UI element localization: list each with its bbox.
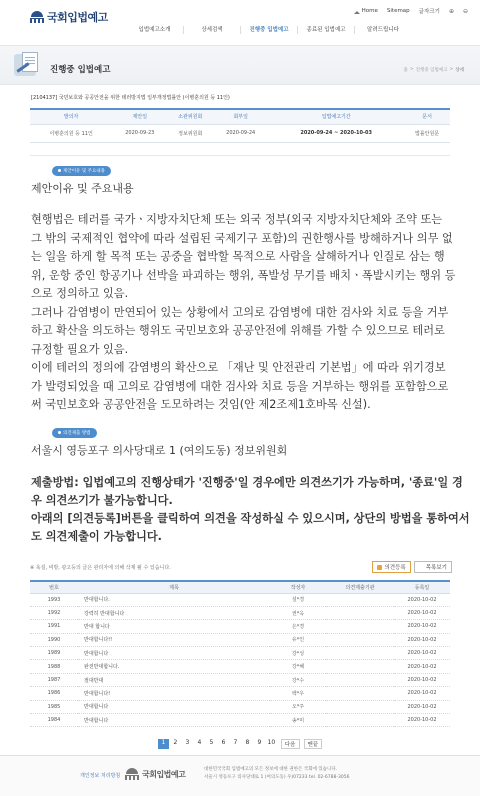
assembly-logo-icon <box>125 768 139 780</box>
opinion-title-link[interactable]: 반대합니다 <box>78 700 270 713</box>
footer-address-line-1: 대한민국국회 입법예고의 모든 정보에 대한 권한은 국회에 있습니다. <box>204 767 338 772</box>
opinion-cell: 2020-10-02 <box>394 647 450 660</box>
opinion-title-link[interactable]: 완전반대합니다. <box>78 660 270 673</box>
home-label: Home <box>361 8 378 14</box>
info-cell: 이병훈의원 등 11인 <box>30 124 112 142</box>
opinion-cell: 2020-10-02 <box>394 687 450 700</box>
page-link[interactable]: 4 <box>197 739 202 746</box>
register-opinion-label: 의견등록 <box>384 565 406 571</box>
nav-item[interactable]: 입법예고소개 <box>138 27 171 33</box>
info-cell: 정보위원회 <box>167 124 213 142</box>
breadcrumb-item[interactable]: 진행중 입법예고 <box>415 68 448 73</box>
page-link[interactable]: 8 <box>245 739 250 746</box>
opinion-cell: 1992 <box>30 606 78 619</box>
nav-item[interactable]: 알려드립니다 <box>354 26 411 34</box>
submit-badge <box>52 428 97 438</box>
home-icon <box>354 9 360 14</box>
opinion-cell: 오*주 <box>270 700 326 713</box>
opinion-cell: 백*우 <box>270 687 326 700</box>
opinion-cell: 2020-10-02 <box>394 620 450 633</box>
submit-notice <box>31 474 471 546</box>
opinion-title-link[interactable]: 반대합니다!! <box>78 633 270 646</box>
opinion-cell <box>326 633 394 646</box>
opinion-cell: 1985 <box>30 700 78 713</box>
opinion-title-link[interactable]: 반대합니다 <box>78 647 270 660</box>
opinion-cell: 1988 <box>30 660 78 673</box>
table-row[interactable] <box>30 606 450 619</box>
page-link[interactable]: 5 <box>209 739 214 746</box>
opinion-cell: 권*옥 <box>270 606 326 619</box>
page-link[interactable]: 10 <box>267 739 276 746</box>
opinion-header-cell: 번호 <box>30 581 78 593</box>
page-link[interactable]: 2 <box>173 739 178 746</box>
font-increase-icon[interactable]: ⊕ <box>448 7 454 15</box>
opinion-cell: 1986 <box>30 687 78 700</box>
submit-notice-paragraph: 제출방법: 입법예고의 진행상태가 '진행중'일 경우에만 의견쓰기가 가능하며, '종료'일 경우 의견쓰기가 불가능합니다. <box>31 476 463 507</box>
opinion-cell: 1990 <box>30 633 78 646</box>
breadcrumb-item: 상세 <box>455 68 464 73</box>
opinion-title-link[interactable]: 강력히 반대합니다 <box>78 606 270 619</box>
info-header-cell: 발의자 <box>30 109 112 124</box>
font-decrease-icon[interactable]: ⊖ <box>462 7 468 15</box>
opinion-title-link[interactable]: 반대 합니다 <box>78 620 270 633</box>
section-divider <box>30 155 450 156</box>
opinion-cell <box>326 647 394 660</box>
page-title: 진행중 입법예고 <box>50 65 111 75</box>
opinion-table <box>30 580 450 727</box>
breadcrumb-separator: > <box>409 67 414 72</box>
reason-body: 현행법은 테러를 국가ㆍ지방자치단체 또는 외국 정부(외국 지방자치단체와 조약 또는 그 밖의 국제적인 협약에 따라 설립된 국제기구 포함)의 권한행사를 방해하거나 의무 없는 일을 하게 할 목적 또는 공중을 협박할 목적으로 사람을 살해하거나 인질로 삼는 행위, 운항 중인 항공기나 선박을 파괴하는 행위, 폭발성 무기를 배치ㆍ폭발시키는 행위 등으로 정의하고 있음. 그러나 감염병이 만연되어 있는 상황에서 고의로 감염병에 대한 검사와 치료 등을 거부하고 확산을 의도하는 행위도 국민보호와 공공안전에 위해를 가할 수 있으므로 테러로 규정할 필요가 있음. 이에 테러의 정의에 감염병의 확산으로 「재난 및 안전관리 기본법」에 따라 위기경보가 발령되었을 때 고의로 감염병에 대한 검사와 치료 등을 거부하는 행위를 포함함으로써 국민보호와 공공안전을 도모하려는 것임(안 제2조제1호바목 신설). <box>31 213 456 411</box>
footer-logo <box>125 768 185 780</box>
logo-text: 국회입법예고 <box>47 11 108 24</box>
nav-item[interactable]: 상세검색 <box>183 26 240 34</box>
utility-links <box>354 7 468 15</box>
breadcrumb <box>404 67 464 73</box>
opinion-cell <box>326 673 394 686</box>
next-page-button[interactable]: 다음 <box>281 739 300 749</box>
info-cell: 2020-09-23 <box>112 124 167 142</box>
info-header-cell: 소관위원회 <box>167 109 213 124</box>
opinion-cell: 강*성 <box>270 647 326 660</box>
page-link[interactable]: 3 <box>185 739 190 746</box>
moderation-warning: ※ 욕설, 비방, 광고등의 글은 관리자에 의해 삭제 될 수 있습니다. <box>30 565 171 571</box>
opinion-cell: 은*경 <box>270 620 326 633</box>
opinion-cell: 1993 <box>30 593 78 606</box>
footer-address-line-2: 서울시 영등포구 의사당대로 1 (여의도동) 우)07233 tel. 02-6788-3056 <box>204 774 350 780</box>
site-header <box>0 0 480 40</box>
opinion-title-link[interactable]: 절대반대 <box>78 673 270 686</box>
page-link[interactable]: 1 <box>158 739 169 749</box>
opinion-cell: 1991 <box>30 620 78 633</box>
table-row[interactable] <box>30 593 450 606</box>
submit-badge-label: 의견제출 방법 <box>63 431 91 436</box>
font-size-label: 글자크기 <box>418 9 440 15</box>
opinion-cell <box>326 620 394 633</box>
table-row[interactable] <box>30 687 450 700</box>
info-cell[interactable]: 법률안원문 <box>404 124 450 142</box>
table-row[interactable] <box>30 633 450 646</box>
opinion-cell: 송*미 <box>270 714 326 727</box>
opinion-cell: 강*수 <box>270 673 326 686</box>
table-row[interactable] <box>30 660 450 673</box>
info-header-cell: 제안일 <box>112 109 167 124</box>
page-link[interactable]: 6 <box>221 739 226 746</box>
opinion-cell <box>326 714 394 727</box>
opinion-cell: 1987 <box>30 673 78 686</box>
info-header-cell: 회부일 <box>213 109 268 124</box>
reason-badge-label: 제안이유 및 주요내용 <box>63 169 105 174</box>
committee-address: 서울시 영등포구 의사당대로 1 (여의도동) 정보위원회 <box>31 444 288 457</box>
bill-title: [2104137] 국민보호와 공공안전을 위한 테러방지법 일부개정법률안 (이병훈의원 등 11인) <box>31 95 230 101</box>
info-cell: 2020-09-24 <box>213 124 268 142</box>
opinion-cell: 1989 <box>30 647 78 660</box>
nav-item[interactable]: 진행중 입법예고 <box>240 26 297 34</box>
opinion-cell <box>326 687 394 700</box>
pagination <box>0 739 480 749</box>
reason-title: 제안이유 및 주요내용 <box>31 182 134 195</box>
assembly-logo-icon <box>30 11 44 23</box>
table-row[interactable] <box>30 647 450 660</box>
opinion-title-link[interactable]: 반대합니다! <box>78 687 270 700</box>
opinion-cell: 설*경 <box>270 593 326 606</box>
table-row[interactable] <box>30 714 450 727</box>
page-banner <box>0 45 480 85</box>
opinion-cell: 2020-10-02 <box>394 633 450 646</box>
opinion-cell: 2020-10-02 <box>394 606 450 619</box>
submit-notice-paragraph: 아래의 [의견등록]버튼을 클릭하여 의견을 작성하실 수 있으시며, 상단의 방법을 통하여서도 의견제출이 가능합니다. <box>31 512 470 543</box>
table-row[interactable] <box>30 700 450 713</box>
privacy-policy-link[interactable]: 개인정보 처리방침 <box>80 773 121 779</box>
opinion-cell: 2020-10-02 <box>394 593 450 606</box>
breadcrumb-item[interactable]: 홈 <box>403 68 408 73</box>
opinion-cell: 2020-10-02 <box>394 660 450 673</box>
footer-address <box>204 766 404 781</box>
list-view-button[interactable] <box>414 561 452 573</box>
opinion-header-cell: 작성자 <box>270 581 326 593</box>
table-row[interactable] <box>30 673 450 686</box>
pencil-icon <box>377 565 382 570</box>
opinion-header-cell: 의견제출기관 <box>326 581 394 593</box>
main-nav <box>126 26 411 34</box>
font-size-control <box>419 7 440 15</box>
footer-logo-text: 국회입법예고 <box>142 769 186 779</box>
info-cell: 2020-09-24 ~ 2020-10-03 <box>268 124 404 142</box>
page-link[interactable]: 9 <box>257 739 262 746</box>
opinion-cell <box>326 593 394 606</box>
opinion-cell: 1984 <box>30 714 78 727</box>
page-link[interactable]: 7 <box>233 739 238 746</box>
sitemap-link[interactable]: Sitemap <box>386 8 410 14</box>
opinion-cell <box>326 660 394 673</box>
opinion-title-link[interactable]: 반대합니다. <box>78 593 270 606</box>
breadcrumb-separator: > <box>449 67 454 72</box>
info-header-cell: 입법예고기간 <box>268 109 404 124</box>
home-link[interactable] <box>354 8 378 14</box>
opinion-cell: 유*인 <box>270 633 326 646</box>
reason-badge <box>52 166 111 176</box>
opinion-cell: 2020-10-02 <box>394 700 450 713</box>
opinion-cell <box>326 606 394 619</box>
info-header-cell: 문서 <box>404 109 450 124</box>
opinion-header-cell: 제목 <box>78 581 270 593</box>
opinion-cell: 강*혜 <box>270 660 326 673</box>
document-pen-icon <box>14 52 40 78</box>
bill-info-table <box>30 108 450 143</box>
register-opinion-button[interactable] <box>372 561 410 573</box>
opinion-actions <box>372 561 452 573</box>
list-view-label: 목록보기 <box>425 565 447 571</box>
last-page-button[interactable]: 맨끝 <box>304 739 323 749</box>
opinion-cell: 2020-10-02 <box>394 673 450 686</box>
site-footer <box>0 755 480 796</box>
opinion-cell: 2020-10-02 <box>394 714 450 727</box>
table-row[interactable] <box>30 620 450 633</box>
site-logo[interactable] <box>30 9 108 25</box>
opinion-title-link[interactable]: 반대합니다 <box>78 714 270 727</box>
opinion-header-cell: 등록일 <box>394 581 450 593</box>
nav-item[interactable]: 종료된 입법예고 <box>297 26 354 34</box>
opinion-cell <box>326 700 394 713</box>
